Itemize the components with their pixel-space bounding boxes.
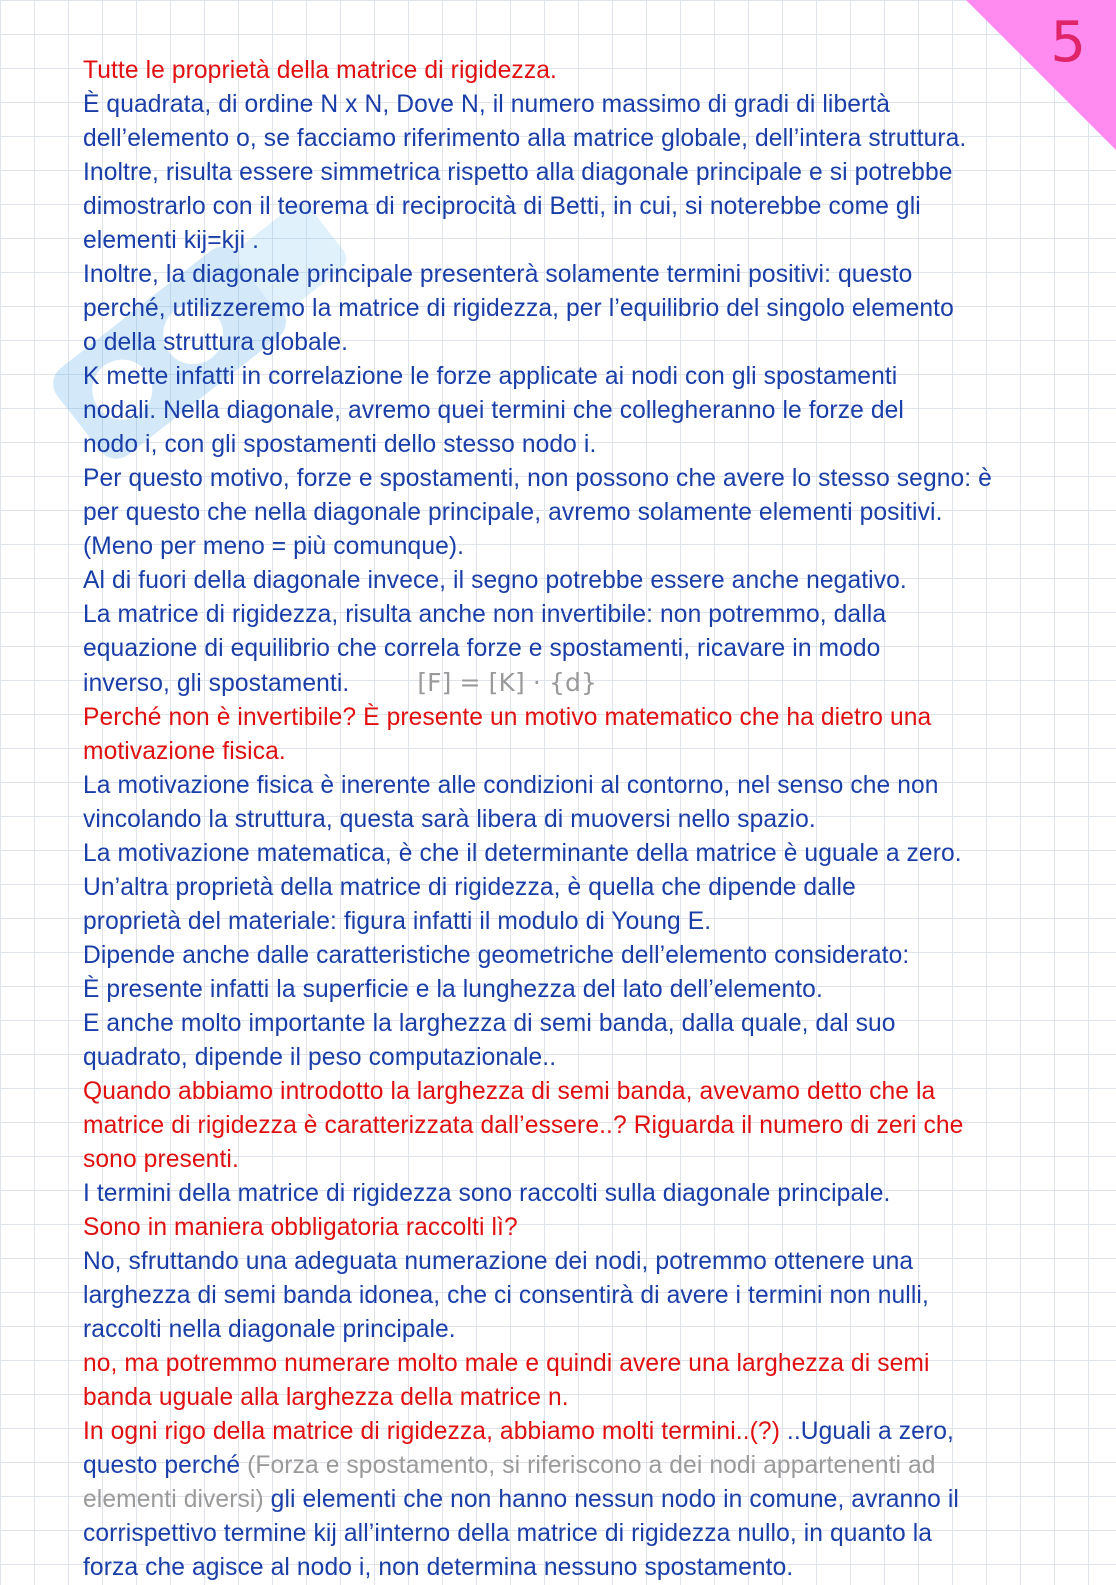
text-line: K mette infatti in correlazione le forze applicate ai nodi con gli spostamenti — [83, 363, 898, 390]
text-line: equazione di equilibrio che correla forze e spostamenti, ricavare in modo — [83, 635, 881, 662]
text-line: È presente infatti la superficie e la lunghezza del lato dell’elemento. — [83, 976, 823, 1003]
text-line: quadrato, dipende il peso computazionale.. — [83, 1044, 557, 1071]
text-line: proprietà del materiale: figura infatti il modulo di Young E. — [83, 908, 712, 935]
text-line: I termini della matrice di rigidezza sono raccolti sulla diagonale principale. — [83, 1180, 891, 1207]
text-line: La matrice di rigidezza, risulta anche non invertibile: non potremmo, dalla — [83, 601, 887, 628]
text-line: Tutte le proprietà della matrice di rigidezza. — [83, 57, 557, 84]
text-line-formula: inverso, gli spostamenti. [F] = [K] · {d} — [83, 668, 597, 697]
text-line: Inoltre, risulta essere simmetrica rispetto alla diagonale principale e si potrebbe — [83, 159, 953, 186]
formula: [F] = [K] · {d} — [417, 668, 597, 697]
text-line: Inoltre, la diagonale principale presenterà solamente termini positivi: questo — [83, 261, 913, 288]
text-line-mixed-3: elementi diversi) gli elementi che non hanno nessun nodo in comune, avranno il — [83, 1486, 959, 1513]
text-line: o della struttura globale. — [83, 329, 349, 356]
text-line: Sono in maniera obbligatoria raccolti lì? — [83, 1214, 518, 1241]
text-line: nodo i, con gli spostamenti dello stesso nodo i. — [83, 431, 597, 458]
document-body — [83, 54, 1083, 1585]
text-line: Dipende anche dalle caratteristiche geometriche dell’elemento considerato: — [83, 942, 910, 969]
text-line: no, ma potremmo numerare molto male e quindi avere una larghezza di semi — [83, 1350, 930, 1377]
text-line: dell’elemento o, se facciamo riferimento alla matrice globale, dell’intera struttura. — [83, 125, 967, 152]
text-line-mixed-5: forza che agisce al nodo i, non determina nessuno spostamento. — [83, 1554, 794, 1581]
text-line: matrice di rigidezza è caratterizzata dall’essere..? Riguarda il numero di zeri che — [83, 1112, 964, 1139]
page-number: 5 — [1050, 10, 1086, 75]
text-line: Un’altra proprietà della matrice di rigidezza, è quella che dipende dalle — [83, 874, 856, 901]
text-line: La motivazione fisica è inerente alle condizioni al contorno, nel senso che non — [83, 772, 939, 799]
text-line: È quadrata, di ordine N x N, Dove N, il numero massimo di gradi di libertà — [83, 91, 891, 118]
text-line: E anche molto importante la larghezza di semi banda, dalla quale, dal suo — [83, 1010, 896, 1037]
text-line: nodali. Nella diagonale, avremo quei termini che collegheranno le forze del — [83, 397, 904, 424]
text-line: Al di fuori della diagonale invece, il segno potrebbe essere anche negativo. — [83, 567, 907, 594]
text-line: banda uguale alla larghezza della matrice n. — [83, 1384, 569, 1411]
text-line-mixed-2: questo perché (Forza e spostamento, si riferiscono a dei nodi appartenenti ad — [83, 1452, 936, 1479]
text-line: dimostrarlo con il teorema di reciprocità di Betti, in cui, si noterebbe come gli — [83, 193, 921, 220]
text-line: Quando abbiamo introdotto la larghezza di semi banda, avevamo detto che la — [83, 1078, 936, 1105]
text-line: raccolti nella diagonale principale. — [83, 1316, 456, 1343]
text-line: No, sfruttando una adeguata numerazione dei nodi, potremmo ottenere una — [83, 1248, 914, 1275]
text-line: motivazione fisica. — [83, 738, 286, 765]
text-line: Perché non è invertibile? È presente un motivo matematico che ha dietro una — [83, 704, 932, 731]
text-line: larghezza di semi banda idonea, che ci consentirà di avere i termini non nulli, — [83, 1282, 929, 1309]
text-line-mixed-1: In ogni rigo della matrice di rigidezza, abbiamo molti termini..(?) ..Uguali a zero, — [83, 1418, 954, 1445]
text-line: Per questo motivo, forze e spostamenti, non possono che avere lo stesso segno: è — [83, 465, 992, 492]
text-line: elementi kij=kji . — [83, 227, 260, 254]
text-line: vincolando la struttura, questa sarà libera di muoversi nello spazio. — [83, 806, 816, 833]
text-line: La motivazione matematica, è che il determinante della matrice è uguale a zero. — [83, 840, 962, 867]
text-line: sono presenti. — [83, 1146, 239, 1173]
text-line: per questo che nella diagonale principale, avremo solamente elementi positivi. — [83, 499, 943, 526]
text-line: perché, utilizzeremo la matrice di rigidezza, per l’equilibrio del singolo elemento — [83, 295, 954, 322]
text-line-mixed-4: corrispettivo termine kij all’interno della matrice di rigidezza nullo, in quanto la — [83, 1520, 933, 1547]
text-line: (Meno per meno = più comunque). — [83, 533, 465, 560]
